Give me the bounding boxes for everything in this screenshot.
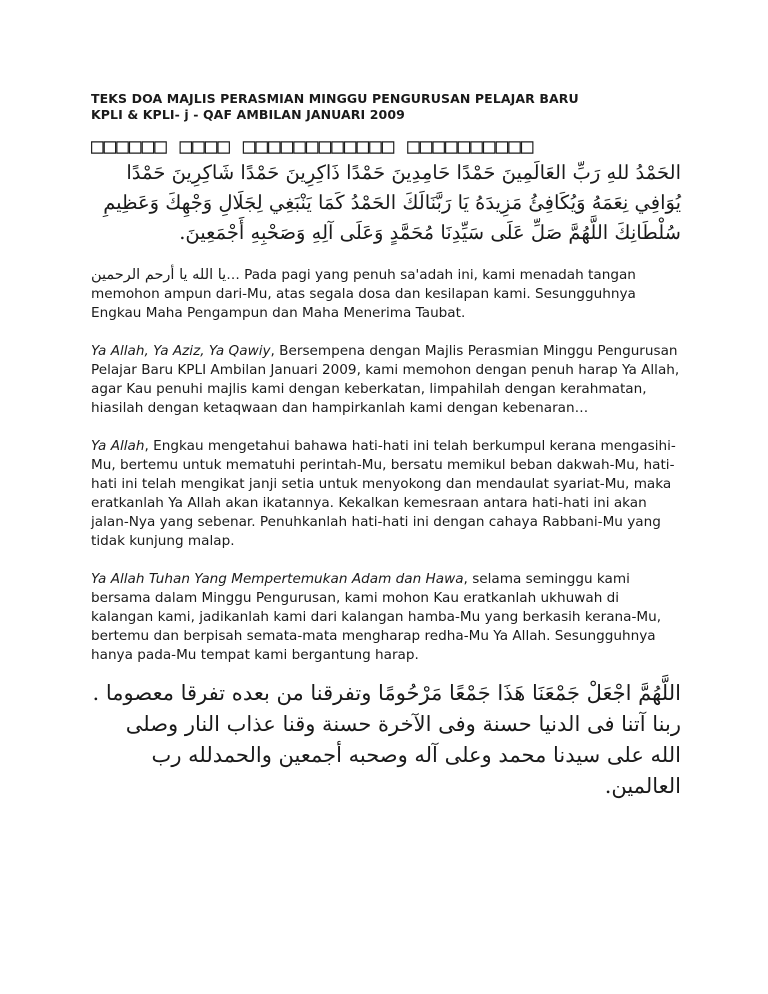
- paragraph-four: [91, 570, 681, 665]
- title-line-2: KPLI & KPLI- j - QAF AMBILAN JANUARI 2009: [91, 107, 405, 122]
- paragraph-four-text: , selama seminggu kami bersama dalam Minggu Pengurusan, kami mohon Kau eratkanlah ukhuwah di kalangan kami, jadikanlah kami dari kalangan hamba-Mu yang berkasih kerana-Mu, bertemu dan berpisah semata-mata mengharap redha-Mu Ya Allah. Sesungguhnya hanya pada-Mu tempat kami bergantung harap.: [91, 571, 662, 663]
- paragraph-four-lead: Ya Allah Tuhan Yang Mempertemukan Adam dan Hawa: [91, 571, 464, 587]
- paragraph-three-lead: Ya Allah: [91, 438, 145, 454]
- missing-glyph-boxes: □□□□□□ □□□□ □□□□□□□□□□□□ □□□□□□□□□□: [91, 134, 534, 158]
- title-line-1: TEKS DOA MAJLIS PERASMIAN MINGGU PENGURUSAN PELAJAR BARU: [91, 91, 579, 106]
- paragraph-opening-arabic: يا الله يا أرحم الرحمين: [91, 267, 227, 283]
- arabic-opening-prayer: الحَمْدُ للهِ رَبِّ العَالَمِينَ حَمْدًا حَامِدِينَ حَمْدًا ذَاكِرِينَ حَمْدًا شَاكِرِينَ حَمْدًا يُوَافِي نِعَمَهُ وَيُكَافِئُ مَزِيدَهُ يَا رَبَّنَالَكَ الحَمْدُ كَمَا يَنْبَغِي لِجَلَالِ وَجْهِكَ وَعَظِيمِ سُلْطَانِكَ اللَّهُمَّ صَلِّ عَلَى سَيِّدِنَا مُحَمَّدٍ وَعَلَى آلِهِ وَصَحْبِهِ أَجْمَعِينَ.: [103, 161, 681, 244]
- paragraph-two: [91, 342, 681, 418]
- paragraph-opening-text: … Pada pagi yang penuh sa'adah ini, kami menadah tangan memohon ampun dari-Mu, atas segala dosa dan kesilapan kami. Sesungguhnya Engkau Maha Pengampun dan Maha Menerima Taubat.: [91, 267, 636, 321]
- paragraph-three-text: , Engkau mengetahui bahawa hati-hati ini telah berkumpul kerana mengasihi-Mu, bertemu untuk mematuhi perintah-Mu, bersatu memikul beban dakwah-Mu, hati-hati ini telah mengikat janji setia untuk menyokong dan mendaulat syariat-Mu, maka eratkanlah Ya Allah akan ikatannya. Kekalkan kemesraan antara hati-hati ini akan jalan-Nya yang sebenar. Penuhkanlah hati-hati ini dengan cahaya Rabbani-Mu yang tidak kunjung malap.: [91, 438, 676, 549]
- document-title: [91, 91, 681, 123]
- paragraph-two-text: , Bersempena dengan Majlis Perasmian Minggu Pengurusan Pelajar Baru KPLI Ambilan Januari 2009, kami memohon dengan penuh harap Ya Allah, agar Kau penuhi majlis kami dengan keberkatan, limpahilah dengan kerahmatan, hiasilah dengan ketaqwaan dan hampirkanlah kami dengan kebenaran…: [91, 343, 680, 416]
- arabic-closing-prayer: اللَّهُمَّ اجْعَلْ جَمْعَنَا هَذَا جَمْعًا مَرْحُومًا وتفرقنا من بعده تفرقا معصوما . ربنا آتنا فى الدنيا حسنة وفى الآخرة حسنة وقنا عذاب النار وصلى الله على سيدنا محمد وعلى آله وصحبه أجمعين والحمدلله رب العالمين.: [92, 681, 681, 798]
- paragraph-two-lead: Ya Allah, Ya Aziz, Ya Qawiy: [91, 343, 271, 359]
- paragraph-opening: [91, 266, 681, 323]
- document-page: [91, 91, 681, 802]
- paragraph-three: [91, 437, 681, 551]
